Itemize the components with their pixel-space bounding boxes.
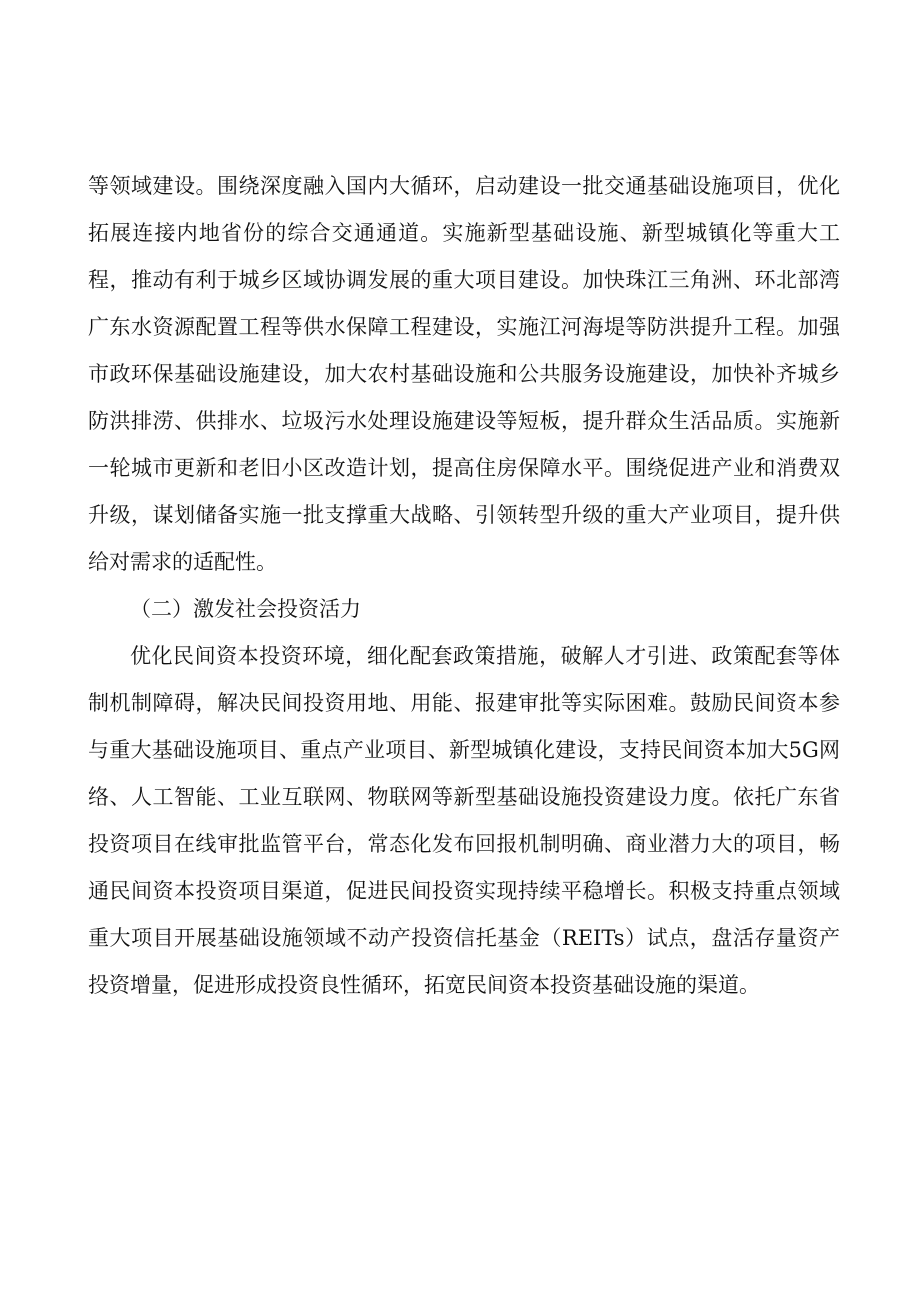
document-body bbox=[88, 163, 840, 1009]
continued-paragraph: 等领域建设。围绕深度融入国内大循环，启动建设一批交通基础设施项目，优化拓展连接内地省份的综合交通通道。实施新型基础设施、新型城镇化等重大工程，推动有利于城乡区域协调发展的重大项目建设。加快珠江三角洲、环北部湾广东水资源配置工程等供水保障工程建设，实施江河海堤等防洪提升工程。加强市政环保基础设施建设，加大农村基础设施和公共服务设施建设，加快补齐城乡防洪排涝、供排水、垃圾污水处理设施建设等短板，提升群众生活品质。实施新一轮城市更新和老旧小区改造计划，提高住房保障水平。围绕促进产业和消费双升级，谋划储备实施一批支撑重大战略、引领转型升级的重大产业项目，提升供给对需求的适配性。 bbox=[88, 174, 840, 574]
section-paragraph: 优化民间资本投资环境，细化配套政策措施，破解人才引进、政策配套等体制机制障碍，解决民间投资用地、用能、报建审批等实际困难。鼓励民间资本参与重大基础设施项目、重点产业项目、新型城镇化建设，支持民间资本加大5G网络、人工智能、工业互联网、物联网等新型基础设施投资建设力度。依托广东省投资项目在线审批监管平台，常态化发布回报机制明确、商业潜力大的项目，畅通民间资本投资项目渠道，促进民间投资实现持续平稳增长。积极支持重点领域重大项目开展基础设施领域不动产投资信托基金（REITs）试点，盘活存量资产投资增量，促进形成投资良性循环，拓宽民间资本投资基础设施的渠道。 bbox=[88, 644, 840, 997]
section-heading: （二）激发社会投资活力 bbox=[130, 597, 361, 621]
